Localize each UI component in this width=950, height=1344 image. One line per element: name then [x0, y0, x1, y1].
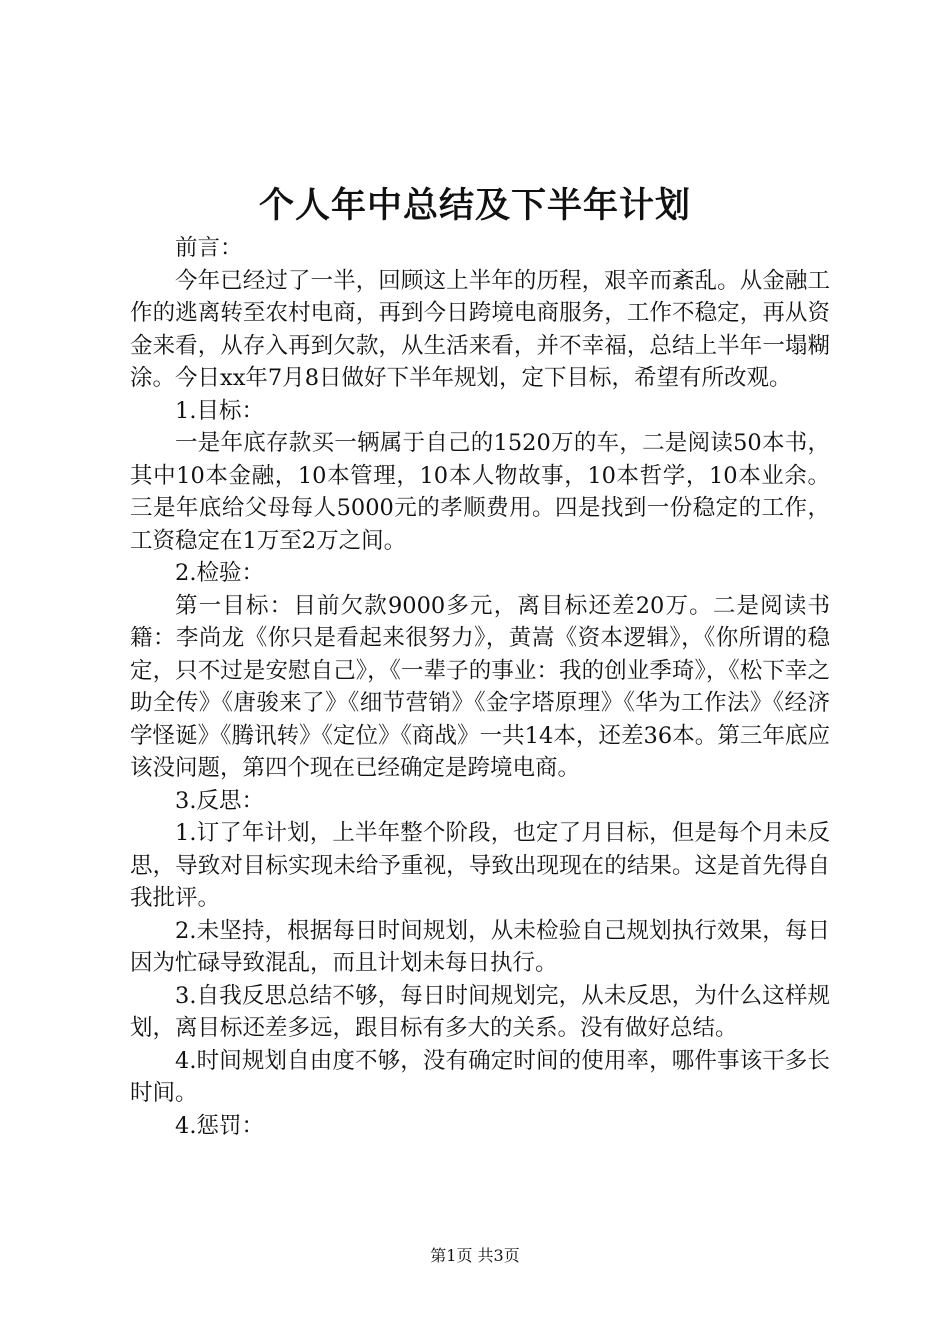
page-footer: 第1页 共3页: [430, 1246, 520, 1265]
paragraph-reflection-heading: 3.反思：: [175, 787, 264, 814]
document-title: 个人年中总结及下半年计划: [258, 185, 691, 226]
paragraph-preface-heading: 前言：: [175, 235, 243, 261]
paragraph-goals-heading: 1.目标：: [175, 397, 264, 424]
paragraph-check-heading: 2.检验：: [175, 560, 264, 586]
document-body: [130, 232, 830, 1142]
paragraph-goals: 一是年底存款买一辆属于自己的1520万的车，二是阅读50本书，其中10本金融，10本管理，10本人物故事，10本哲学，10本业余。三是年底给父母每人5000元的孝顺费用。四是找到一份稳定的工作，工资稳定在1万至2万之间。: [130, 430, 830, 554]
paragraph-reflection-3: 3.自我反思总结不够，每日时间规划完，从未反思，为什么这样规划，离目标还差多远，跟目标有多大的关系。没有做好总结。: [130, 982, 830, 1041]
paragraph-preface: 今年已经过了一半，回顾这上半年的历程，艰辛而紊乱。从金融工作的逃离转至农村电商，再到今日跨境电商服务，工作不稳定，再从资金来看，从存入再到欠款，从生活来看，并不幸福，总结上半年一塌糊涂。今日xx年7月8日做好下半年规划，定下目标，希望有所改观。: [130, 267, 830, 391]
paragraph-reflection-1: 1.订了年计划，上半年整个阶段，也定了月目标，但是每个月未反思，导致对目标实现未给予重视，导致出现现在的结果。这是首先得自我批评。: [130, 820, 830, 911]
paragraph-check: 第一目标：目前欠款9000多元，离目标还差20万。二是阅读书籍：李尚龙《你只是看起来很努力》，黄嵩《资本逻辑》，《你所谓的稳定，只不过是安慰自己》，《一辈子的事业：我的创业季琦》，《松下幸之助全传》《唐骏来了》《细节营销》《金字塔原理》《华为工作法》《经济学怪诞》《腾讯转》《定位》《商战》一共14本，还差36本。第三年底应该没问题，第四个现在已经确定是跨境电商。: [130, 592, 830, 781]
paragraph-reflection-4: 4.时间规划自由度不够，没有确定时间的使用率，哪件事该干多长时间。: [130, 1047, 830, 1106]
paragraph-reflection-2: 2.未坚持，根据每日时间规划，从未检验自己规划执行效果，每日因为忙碌导致混乱，而且计划未每日执行。: [130, 917, 830, 976]
paragraph-penalty-heading: 4.惩罚：: [175, 1112, 264, 1139]
